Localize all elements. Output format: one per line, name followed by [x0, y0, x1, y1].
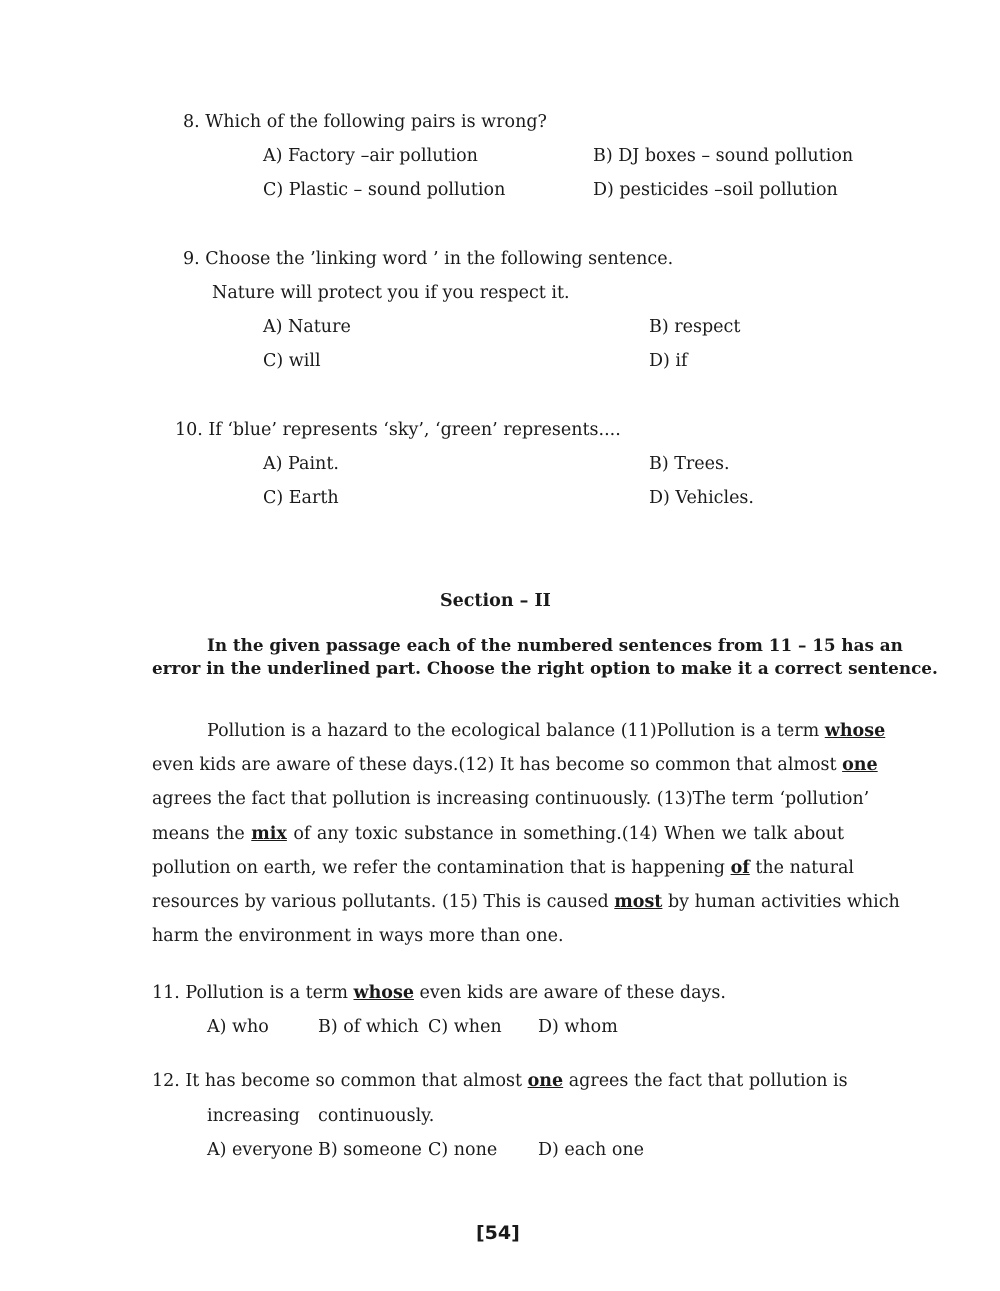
q9-question: 9. Choose the ’linking word ’ in the following sentence.	[183, 249, 674, 269]
passage-line-4: means the mix of any toxic substance in something.(14) When we talk about	[152, 824, 845, 844]
q9-option-a[interactable]: A) Nature	[263, 317, 351, 337]
q8-option-b[interactable]: B) DJ boxes – sound pollution	[593, 146, 854, 166]
q11-option-d[interactable]: D) whom	[538, 1017, 618, 1037]
section-title: Section – II	[440, 591, 551, 611]
underlined-one: one	[842, 755, 878, 775]
passage-line-7: harm the environment in ways more than one.	[152, 926, 564, 946]
q8-option-c[interactable]: C) Plastic – sound pollution	[263, 180, 506, 200]
q12-underlined-word: one	[527, 1071, 564, 1091]
q11-option-a[interactable]: A) who	[207, 1017, 269, 1037]
q12-option-d[interactable]: D) each one	[538, 1140, 645, 1160]
q12-question-cont-1: increasing	[207, 1106, 300, 1126]
q10-option-a[interactable]: A) Paint.	[263, 454, 339, 474]
q12-option-b[interactable]: B) someone	[318, 1140, 422, 1160]
q11-option-b[interactable]: B) of which	[318, 1017, 419, 1037]
q8-option-a[interactable]: A) Factory –air pollution	[263, 146, 478, 166]
page-number: [54]	[476, 1222, 520, 1244]
section-instruction-line-1: In the given passage each of the numbered sentences from 11 – 15 has an	[207, 635, 903, 655]
q9-option-b[interactable]: B) respect	[649, 317, 741, 337]
q11-option-c[interactable]: C) when	[428, 1017, 502, 1037]
underlined-most: most	[614, 892, 663, 912]
passage-line-2: even kids are aware of these days.(12) It has become so common that almost one	[152, 755, 878, 775]
underlined-of: of	[730, 858, 750, 878]
q12-option-a[interactable]: A) everyone	[207, 1140, 314, 1160]
q9-option-d[interactable]: D) if	[649, 351, 688, 371]
q8-option-d[interactable]: D) pesticides –soil pollution	[593, 180, 838, 200]
q10-option-b[interactable]: B) Trees.	[649, 454, 730, 474]
q10-option-c[interactable]: C) Earth	[263, 488, 339, 508]
q12-question: 12. It has become so common that almost one agrees the fact that pollution is	[152, 1071, 848, 1091]
passage-line-5: pollution on earth, we refer the contamination that is happening of the natural	[152, 858, 854, 878]
passage-line-1: Pollution is a hazard to the ecological balance (11)Pollution is a term whose	[207, 721, 886, 741]
section-instruction-line-2: error in the underlined part. Choose the right option to make it a correct sentence.	[152, 658, 938, 678]
q10-question: 10. If ‘blue’ represents ‘sky’, ‘green’ represents....	[175, 420, 621, 440]
q10-option-d[interactable]: D) Vehicles.	[649, 488, 754, 508]
underlined-whose: whose	[824, 721, 886, 741]
passage-line-6: resources by various pollutants. (15) This is caused most by human activities which	[152, 892, 900, 912]
passage-line-3: agrees the fact that pollution is increasing continuously. (13)The term ‘pollution’	[152, 789, 870, 809]
q12-option-c[interactable]: C) none	[428, 1140, 498, 1160]
q12-question-cont-2: continuously.	[318, 1106, 435, 1126]
q11-underlined-word: whose	[353, 983, 414, 1003]
q9-sentence: Nature will protect you if you respect it.	[212, 283, 570, 303]
q9-option-c[interactable]: C) will	[263, 351, 321, 371]
q11-question: 11. Pollution is a term whose even kids are aware of these days.	[152, 983, 726, 1003]
q8-question: 8. Which of the following pairs is wrong?	[183, 112, 547, 132]
underlined-mix: mix	[251, 824, 287, 844]
